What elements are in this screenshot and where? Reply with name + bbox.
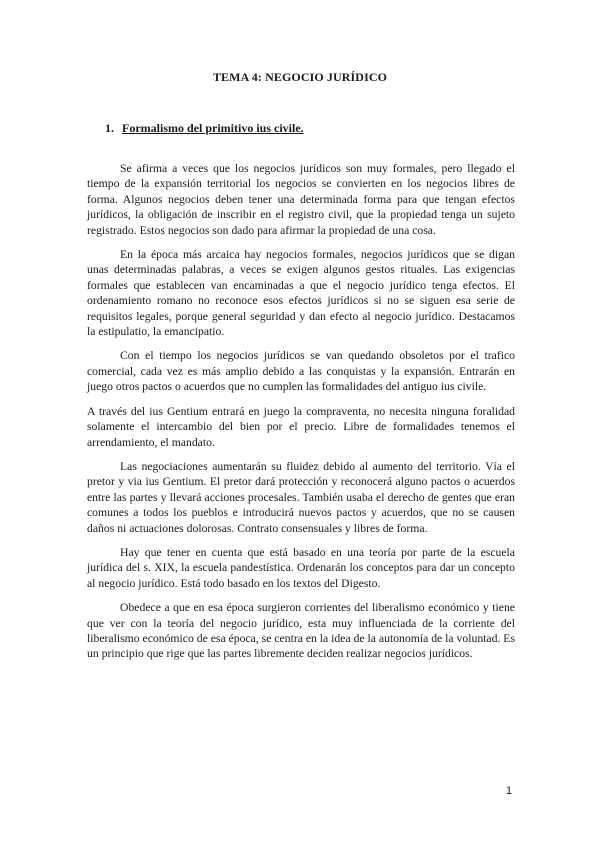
section-number: 1. <box>105 121 114 135</box>
paragraph: A través del ius Gentium entrará en juego la compraventa, no necesita ninguna foralidad solamente el intercambio del bien por el precio. Libre de formalidades tenemos el arrendamiento, el mandato. <box>87 404 515 449</box>
paragraph: Obedece a que en esa época surgieron corrientes del liberalismo económico y tiene que ver con la teoría del negocio jurídico, esta muy influenciada de la corriente del liberalismo económico de esa época, se centra en la idea de la autonomía de la voluntad. Es un principio que rige que las partes libremente deciden realizar negocios jurídicos. <box>87 601 515 661</box>
section-heading <box>105 121 304 136</box>
paragraph: En la época más arcaica hay negocios formales, negocios jurídicos que se digan unas determinadas palabras, a veces se exigen algunos gestos rituales. Las exigencias formales que establecen van encaminadas a que el negocio jurídico tenga efectos. El ordenamiento romano no reconoce esos efectos jurídicos si no se siguen esa serie de requisitos legales, porque general seguridad y dan efecto al negocio jurídico. Destacamos la estipulatio, la emancipatio. <box>87 248 515 339</box>
paragraph: Se afirma a veces que los negocios jurídicos son muy formales, pero llegado el tiempo de la expansión territorial los negocios se convierten en los negocios libres de forma. Algunos negocios deben tener una determinada forma para que tengan efectos jurídicos, la obligación de inscribir en el registro civil, que la propiedad tenga un sujeto registrado. Estos negocios son dado para afirmar la propiedad de una cosa. <box>87 162 515 237</box>
page-number: 1 <box>506 785 513 797</box>
document-title: TEMA 4: NEGOCIO JURÍDICO <box>212 70 388 84</box>
paragraph: Las negociaciones aumentarán su fluidez debido al aumento del territorio. Vía el pretor y via ius Gentium. El pretor dará protección y reconocerá alguno pactos o acuerdos entre las partes y llevará acciones procesales. También usaba el derecho de gentes que eran comunes a todos los pueblos e introducirá nuevos pactos y acuerdos, que no se causen daños ni actuaciones dolorosas. Contrato consensuales y libres de forma. <box>87 459 515 535</box>
section-title: Formalismo del primitivo ius civile. <box>122 121 304 135</box>
document-body <box>87 161 515 671</box>
paragraph: Hay que tener en cuenta que está basado en una teoría por parte de la escuela jurídica del s. XIX, la escuela pandestística. Ordenarán los conceptos para dar un concepto al negocio jurídico. Está todo basado en los textos del Digesto. <box>87 545 515 590</box>
paragraph: Con el tiempo los negocios jurídicos se van quedando obsoletos por el trafico comercial, cada vez es más amplio debido a las conquistas y la expansión. Entrarán en juego otros pactos o acuerdos que no cumplen las formalidades del antiguo ius civile. <box>87 349 515 394</box>
